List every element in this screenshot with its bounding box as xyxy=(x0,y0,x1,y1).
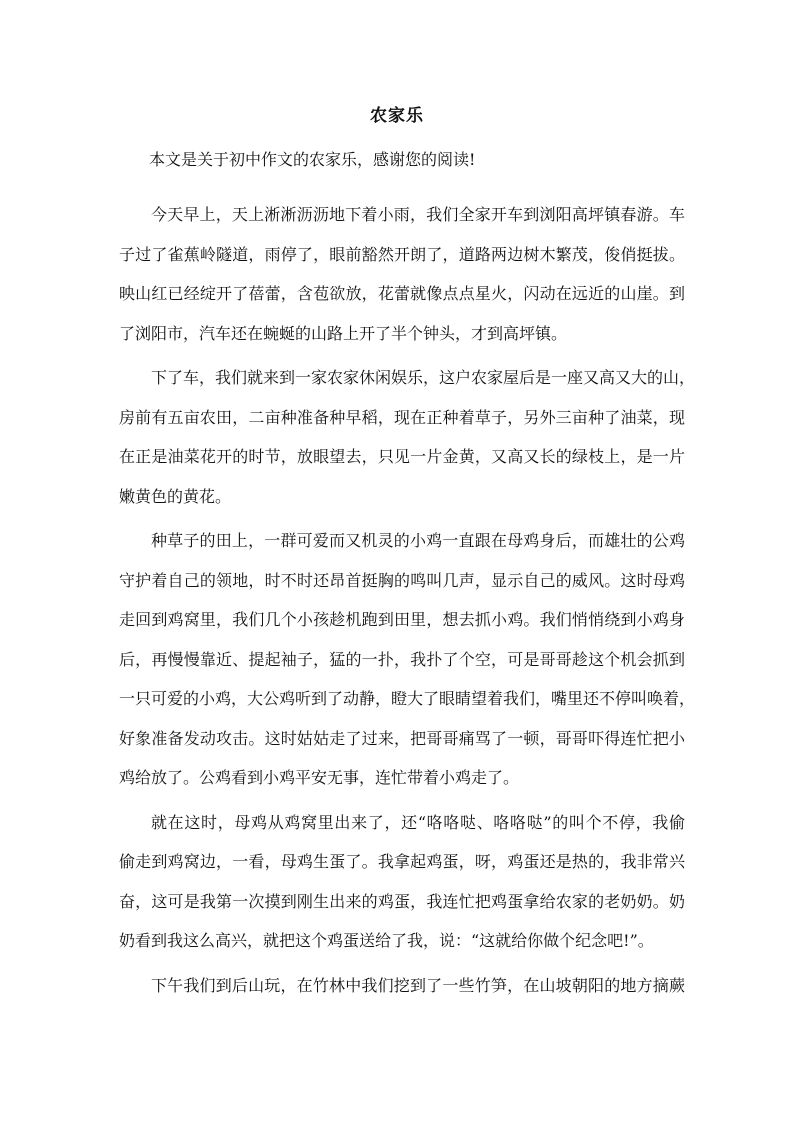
paragraph-line: 种草子的田上，一群可爱而又机灵的小鸡一直跟在母鸡身后，而雄壮的公鸡 xyxy=(151,531,685,550)
paragraph-line: 偷走到鸡窝边，一看，母鸡生蛋了。我拿起鸡蛋，呀，鸡蛋还是热的，我非常兴 xyxy=(119,852,685,871)
paragraph-line: 鸡给放了。公鸡看到小鸡平安无事，连忙带着小鸡走了。 xyxy=(119,768,520,787)
paragraph-line: 一只可爱的小鸡，大公鸡听到了动静，瞪大了眼睛望着我们，嘴里还不停叫唤着， xyxy=(119,689,696,708)
paragraph-line: 守护着自己的领地，时不时还昂首挺胸的鸣叫几声，显示自己的威风。这时母鸡 xyxy=(119,570,685,590)
document-body xyxy=(119,195,696,1010)
paragraph xyxy=(119,521,696,798)
document-title: 农家乐 xyxy=(370,106,424,126)
paragraph-line: 映山红已经绽开了蓓蕾，含苞欲放，花蕾就像点点星火，闪动在远近的山崖。到 xyxy=(119,284,685,303)
paragraph-line: 奋，这可是我第一次摸到刚生出来的鸡蛋，我连忙把鸡蛋拿给农家的老奶奶。奶 xyxy=(119,891,685,911)
paragraph-line: 今天早上，天上淅淅沥沥地下着小雨，我们全家开车到浏阳高坪镇春游。车 xyxy=(151,205,685,224)
paragraph-line: 嫩黄色的黄花。 xyxy=(119,486,232,506)
paragraph xyxy=(119,358,696,516)
intro-line: 本文是关于初中作文的农家乐，感谢您的阅读! xyxy=(149,150,476,169)
paragraph xyxy=(119,966,685,1006)
paragraph-line: 下了车，我们就来到一家农家休闲娱乐，这户农家屋后是一座又高又大的山， xyxy=(151,368,696,387)
paragraph xyxy=(119,195,685,353)
paragraph-line: 子过了雀蕉岭隧道，雨停了，眼前豁然开朗了，道路两边树木繁茂，俊俏挺拔。 xyxy=(119,244,685,264)
paragraph-line: 好象准备发动攻击。这时姑姑走了过来，把哥哥痛骂了一顿，哥哥吓得连忙把小 xyxy=(119,728,685,748)
paragraph-line: 就在这时，母鸡从鸡窝里出来了，还“咯咯哒、咯咯哒”的叫个不停，我偷 xyxy=(151,812,685,832)
paragraph-line: 在正是油菜花开的时节，放眼望去，只见一片金黄，又高又长的绿枝上，是一片 xyxy=(119,447,685,466)
paragraph-line: 奶看到我这么高兴，就把这个鸡蛋送给了我，说：“这就给你做个纪念吧!”。 xyxy=(119,931,654,950)
paragraph-line: 了浏阳市，汽车还在蜿蜒的山路上开了半个钟头，才到高坪镇。 xyxy=(119,323,568,343)
paragraph-line: 房前有五亩农田，二亩种准备种早稻，现在正种着草子，另外三亩种了油菜，现 xyxy=(119,407,685,427)
paragraph-line: 后，再慢慢靠近、提起袖子，猛的一扑，我扑了个空，可是哥哥趁这个机会抓到 xyxy=(119,649,685,669)
paragraph xyxy=(119,803,685,961)
paragraph-line: 走回到鸡窝里，我们几个小孩趁机跑到田里，想去抓小鸡。我们悄悄绕到小鸡身 xyxy=(119,610,685,629)
paragraph-line: 下午我们到后山玩，在竹林中我们挖到了一些竹笋，在山坡朝阳的地方摘蕨 xyxy=(151,975,685,995)
